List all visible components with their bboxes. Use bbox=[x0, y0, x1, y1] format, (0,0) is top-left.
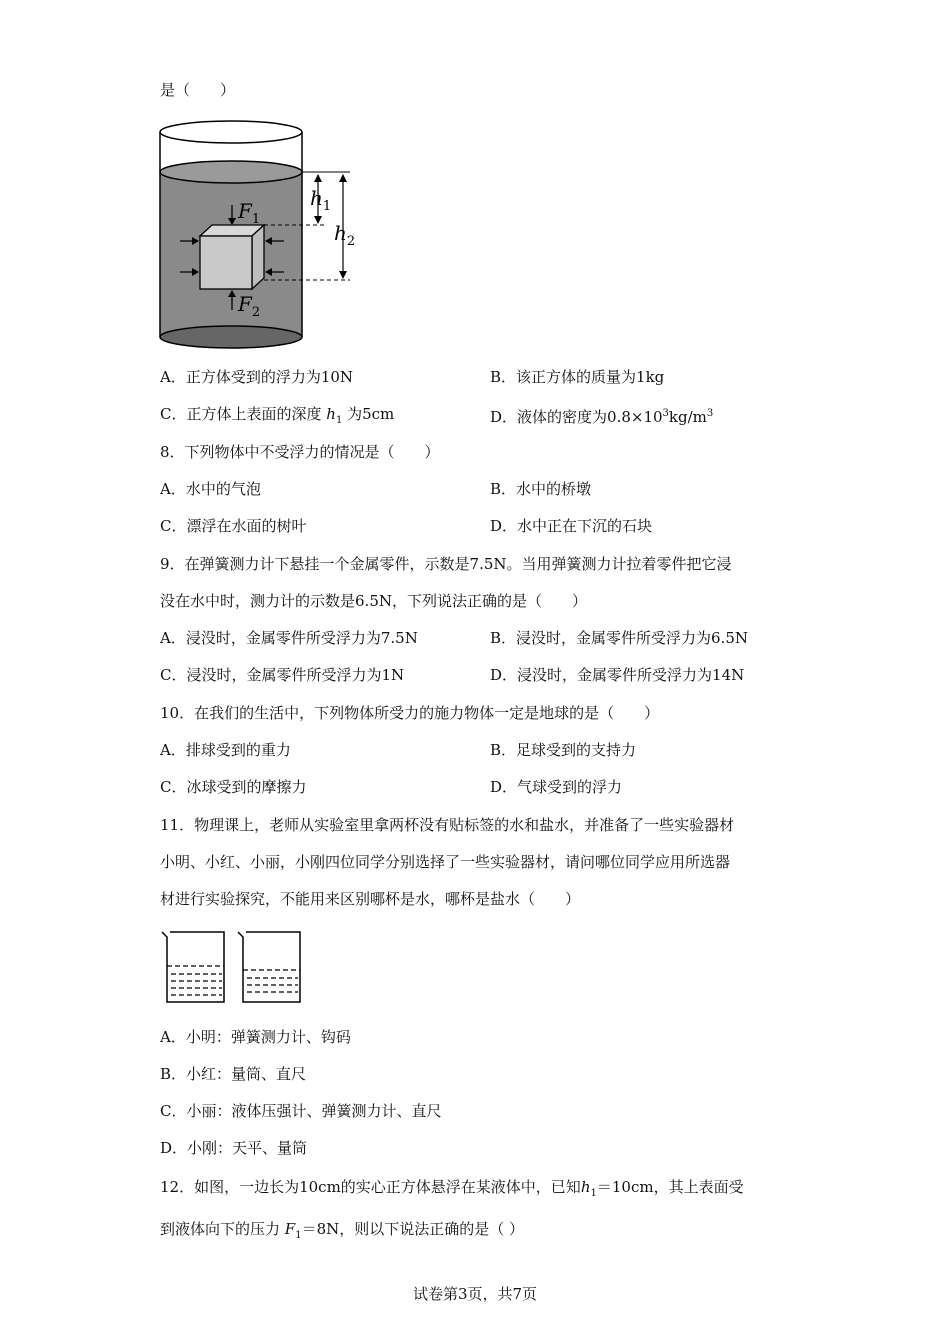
f1-sub: 1 bbox=[251, 212, 261, 227]
q11-figure-beakers bbox=[158, 928, 308, 1008]
h2-sub: 2 bbox=[346, 234, 356, 249]
page-footer: 试卷第3页，共7页 bbox=[412, 1285, 538, 1303]
q11-option-b: B．小红：量筒、直尺 bbox=[160, 1065, 307, 1083]
q8-option-b: B．水中的桥墩 bbox=[490, 480, 592, 498]
q8-option-d: D．水中正在下沉的石块 bbox=[490, 517, 653, 535]
q9-option-a: A．浸没时，金属零件所受浮力为7.5N bbox=[160, 629, 418, 647]
q9-option-c: C．浸没时，金属零件所受浮力为1N bbox=[160, 666, 405, 684]
f2-label: F bbox=[238, 292, 252, 316]
q9-option-b: B．浸没时，金属零件所受浮力为6.5N bbox=[490, 629, 749, 647]
q11-option-d: D．小刚：天平、量筒 bbox=[160, 1139, 308, 1157]
q10-option-a: A．排球受到的重力 bbox=[160, 741, 291, 759]
q7-option-c: C．正方体上表面的深度 $h_1$ 为5cm bbox=[160, 405, 395, 426]
q9-option-d: D．浸没时，金属零件所受浮力为14N bbox=[490, 666, 745, 684]
q12-stem-line1: 12．如图，一边长为10cm的实心正方体悬浮在某液体中，已知$h_1=10cm$，其上表面受 bbox=[160, 1178, 744, 1199]
q7-stem-tail: 是（ ） bbox=[160, 81, 236, 99]
q10-option-b: B．足球受到的支持力 bbox=[490, 741, 637, 759]
q11-option-a: A．小明：弹簧测力计、钩码 bbox=[160, 1028, 351, 1046]
q8-option-c: C．漂浮在水面的树叶 bbox=[160, 517, 307, 535]
q10-option-c: C．冰球受到的摩擦力 bbox=[160, 778, 307, 796]
q11-stem-line3: 材进行实验探究，不能用来区别哪杯是水，哪杯是盐水（ ） bbox=[160, 890, 581, 908]
h2-label: h bbox=[334, 221, 347, 245]
svg-text:h2 bbox=[334, 221, 355, 249]
q10-stem: 10．在我们的生活中，下列物体所受力的施力物体一定是地球的是（ ） bbox=[160, 704, 660, 722]
q9-stem-line1: 9．在弹簧测力计下悬挂一个金属零件，示数是7.5N。当用弹簧测力计拉着零件把它浸 bbox=[160, 555, 732, 573]
f1-label: F bbox=[238, 199, 252, 223]
h1-sub: 1 bbox=[322, 199, 332, 214]
q11-stem-line1: 11．物理课上，老师从实验室里拿两杯没有贴标签的水和盐水，并准备了一些实验器材 bbox=[160, 816, 735, 834]
q7-figure-cylinder bbox=[150, 115, 370, 355]
q9-stem-line2: 没在水中时，测力计的示数是6.5N，下列说法正确的是（ ） bbox=[160, 592, 587, 610]
svg-text:h1 bbox=[310, 186, 331, 214]
h1-label: h bbox=[310, 186, 323, 210]
q7-option-a: A．正方体受到的浮力为10N bbox=[160, 368, 354, 386]
q8-stem: 8．下列物体中不受浮力的情况是（ ） bbox=[160, 443, 440, 461]
q8-option-a: A．水中的气泡 bbox=[160, 480, 261, 498]
q12-stem-line2: 到液体向下的压力 $F_1=8N$，则以下说法正确的是（ ） bbox=[160, 1220, 525, 1241]
q7-option-b: B．该正方体的质量为1kg bbox=[490, 368, 665, 386]
q11-stem-line2: 小明、小红、小丽，小刚四位同学分别选择了一些实验器材，请问哪位同学应用所选器 bbox=[160, 853, 731, 871]
q11-option-c: C．小丽：液体压强计、弹簧测力计、直尺 bbox=[160, 1102, 442, 1120]
f2-sub: 2 bbox=[251, 305, 261, 320]
q7-option-d: D．液体的密度为$0.8\times 10^3kg/m^3$ bbox=[490, 408, 714, 426]
q10-option-d: D．气球受到的浮力 bbox=[490, 778, 623, 796]
